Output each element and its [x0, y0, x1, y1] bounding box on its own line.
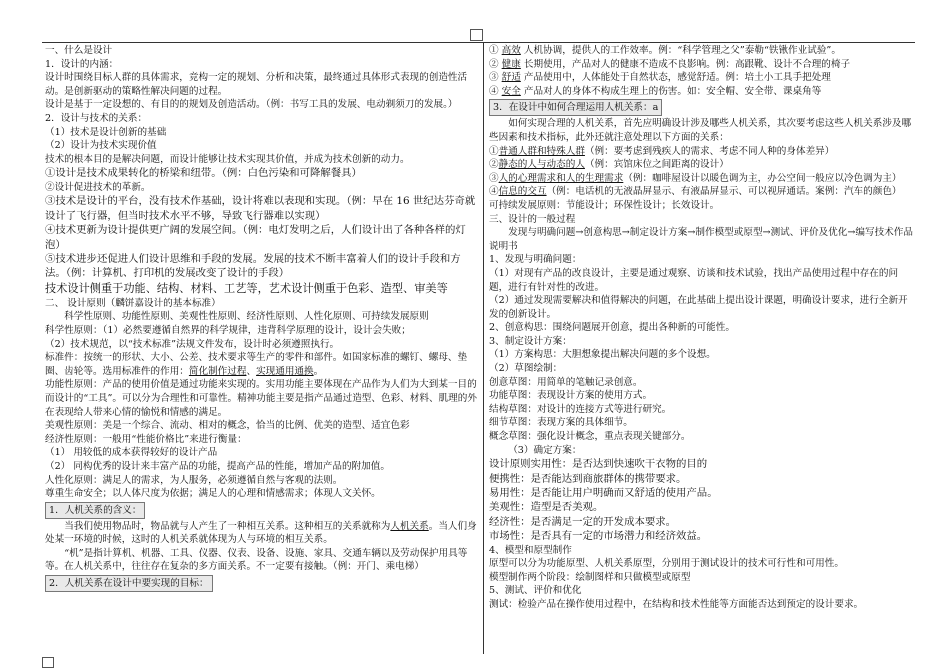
list-item: 细节草图：表现方案的具体细节。	[489, 417, 633, 429]
paragraph: 模型制作两个阶段：绘制图样和只做模型或原型	[489, 571, 691, 583]
text: 、	[246, 365, 257, 377]
text: 标准件：按统一的形状、大小、公差、技术要求等生产的零件和部件。如国家标准的螺钉、螺母、垫圈、齿轮等。选用标准件的作用：	[45, 352, 468, 377]
text: （例：宾馆床位之间距离的设计）	[584, 159, 729, 171]
text: 。当人们身处某一环境的时候，这时的人机关系就体现为人与环境的相互关系。	[45, 520, 477, 546]
text: ③	[489, 72, 502, 84]
right-column	[489, 44, 917, 657]
subheading: 5、测试、评价和优化	[489, 585, 582, 597]
list-item	[489, 185, 917, 199]
text: （例：要考虑到残疾人的需求、考虑不同人种的身体差异）	[584, 145, 835, 157]
paragraph: 科学性原则：（1）必然要遵循自然界的科学规律，违背科学原理的设计，设计会失败；	[45, 324, 411, 336]
list-item: ②设计促进技术的革新。	[45, 181, 151, 193]
paragraph: （2）技术规范，以“技术标准”法规文件发布，设计时必须遵照执行。	[45, 338, 340, 350]
underlined-term: 健康	[501, 58, 521, 70]
text: ③	[489, 172, 499, 184]
underlined-term: 普通人群和特殊人群	[498, 145, 585, 157]
text: ④	[489, 186, 499, 198]
paragraph: 技术的根本目的是解决问题，而设计能够让技术实现其价值，并成为技术创新的动力。	[45, 153, 410, 165]
list-item: 概念草图：强化设计概念，重点表现关键部分。	[489, 431, 691, 443]
text: 产品使用中，人体能处于自然状态，感觉舒适。例：培土小工具手把处理	[520, 72, 831, 84]
paragraph: （2）通过发现需要解决和值得解决的问题，在此基础上提出设计课题，明确设计要求，进行全新开发的创新设计。	[489, 295, 908, 320]
paragraph: “机”是指计算机、机器、工具、仪器、仪表、设备、设施、家具、交通车辆以及劳动保护用具等等。在人机关系中，往往存在复杂的多方面关系。不一定要有接触。（例：开门、乘电梯）	[45, 547, 468, 573]
underlined-term: 简化制作过程	[188, 365, 247, 377]
text: ①	[489, 45, 502, 56]
text: 当我们使用物品时，物品就与人产生了一种相互关系。这种相互的关系就称为	[64, 520, 391, 532]
underlined-term: 信息的交互	[498, 186, 547, 198]
paragraph: 原型可以分为功能原型、人机关系原型，分别用于测试设计的技术可行性和可用性。	[489, 558, 844, 570]
list-item: 功能草图：表现设计方案的使用方式。	[489, 390, 653, 402]
list-item: 便携性：是否能达到商旅群体的携带要求。	[489, 472, 687, 485]
highlight-heading	[45, 501, 477, 520]
list-item: （2）草图绘制：	[489, 363, 563, 375]
paragraph: 可持续发展原则：节能设计；环保性设计；长效设计。	[489, 199, 720, 211]
list-item	[489, 158, 917, 172]
highlighted-text: 2．人机关系在设计中要实现的目标：	[45, 575, 213, 592]
subheading: 3、制定设计方案：	[489, 335, 572, 347]
list-item	[489, 172, 917, 186]
text: 长期使用，产品对人的健康不造成不良影响。例：高跟靴、设计不合理的椅子	[520, 58, 851, 70]
underlined-term: 人机关系	[390, 520, 429, 532]
text: 。	[313, 365, 324, 377]
subheading-design-connotation: 1．设计的内涵：	[45, 58, 119, 70]
subheading: 4、模型和原型制作	[489, 544, 572, 556]
column-divider	[483, 42, 484, 654]
paragraph: 设计是基于一定设想的、有目的的规划及创造活动。（例：书写工具的发展、电动剃须刀的发展。）	[45, 99, 458, 111]
paragraph: 发现与明确问题→创意构思→制定设计方案→制作模型或原型→测试、评价及优化→编写技术作品说明书	[489, 227, 913, 252]
underlined-term: 人的心理需求和人的生理需求	[498, 172, 624, 184]
text: ②	[489, 58, 502, 70]
list-item: （1）技术是设计创新的基础	[45, 126, 167, 138]
paragraph: （1）对现有产品的改良设计，主要是通过观察、访谈和技术试验，找出产品使用过程中存在的问题，进行有针对性的改进。	[489, 267, 899, 293]
section-heading-design-process: 三、设计的一般过程	[489, 213, 576, 225]
paragraph: 经济性原则：一般用“性能价格比”来进行衡量：	[45, 433, 247, 445]
list-item: ⑤技术进步还促进人们设计思维和手段的发展。发展的技术不断丰富着人们的设计手段和方法。（例：计算机、打印机的发展改变了设计的手段）	[45, 252, 461, 280]
left-column	[45, 44, 477, 657]
list-item: ④技术更新为设计提供更广阔的发展空间。（例：电灯发明之后，人们设计出了各种各样的灯泡）	[45, 224, 466, 251]
list-item: （3）确定方案：	[508, 444, 582, 456]
list-item: （2）设计为技术实现价值	[45, 140, 157, 152]
paragraph: 测试：检验产品在操作使用过程中，在结构和技术性能等方面能否达到预定的设计要求。	[489, 599, 864, 611]
list-item	[489, 85, 917, 99]
list-item: 美观性：造型是否美观。	[489, 501, 604, 514]
list-item: 经济性：是否满足一定的开发成本要求。	[489, 515, 677, 528]
text: （例：咖啡屋设计以暖色调为主，办公空间一般应以冷色调为主）	[623, 172, 902, 184]
text: 产品对人的身体不构成生理上的伤害。如：安全帽、安全带、课桌角等	[520, 85, 822, 97]
page-marker-top	[470, 29, 483, 41]
paragraph: 功能性原则：产品的使用价值是通过功能来实现的。实用功能主要体现在产品作为人们为大到某一目的而设计的“工具”。可以分为合理性和可靠性。精神功能主要是指产品通过造型、色彩、材料、肌理的外在表现给人带来心情的愉悦和情感的满足。	[45, 379, 477, 418]
section-heading-design-principles: 二、 设计原则（麟饼嘉设计的基本标准）	[45, 297, 221, 309]
subheading-design-and-technology: 2．设计与技术的关系：	[45, 112, 148, 124]
highlight-heading	[45, 574, 477, 593]
list-item	[489, 44, 917, 58]
paragraph	[45, 520, 477, 547]
paragraph: 设计时围绕目标人群的具体需求，竞构一定的规划、分析和决策，最终通过具体形式表现的创造性活动。是创新驱动的策略性解决问题的过程。	[45, 72, 468, 97]
list-item: ③技术是设计的平台，没有技术作基础，设计将难以表现和实现。（例：早在 16 世纪达芬奇就设计了飞行器，但当时技术水平不够，导致飞行器难以实现）	[45, 195, 476, 222]
highlighted-text: 1．人机关系的含义：	[45, 502, 145, 519]
list-item: （1）方案构思：大胆想象提出解决问题的多个设想。	[489, 349, 716, 361]
highlighted-text: 3．在设计中如何合理运用人机关系：a	[489, 99, 662, 116]
list-item: 设计原则实用性：是否达到快速吹干衣物的目的	[489, 458, 708, 471]
paragraph: 科学性原则、功能性原则、美观性性原则、经济性原则、人性化原则、可持续发展原则	[64, 311, 429, 323]
list-item: 易用性：是否能让用户明确而又舒适的使用产品。	[489, 487, 718, 500]
paragraph: 如何实现合理的人机关系，首先应明确设计涉及哪些人机关系，其次要考虑这些人机关系涉及哪些因素和技术指标，此外还就注意处理以下方面的关系：	[489, 118, 912, 143]
text: （例：电话机的无液晶屏显示、有液晶屏显示、可以视屏通话。案例：汽车的颜色）	[546, 186, 902, 198]
list-item	[489, 145, 917, 159]
paragraph: 美观性原则：美是一个综合、流动、相对的概念，恰当的比例、优美的造型、适宜色彩	[45, 420, 410, 432]
paragraph: 尊重生命安全；以人体尺度为依据；满足人的心理和情感需求；体现人文关怀。	[45, 488, 381, 500]
text: 人机协调，提供人的工作效率。例：“科学管理之父”泰勒“铁锹作业试验”。	[520, 45, 841, 56]
underlined-term: 静态的人与动态的人	[498, 159, 585, 171]
paragraph: 技术设计侧重于功能、结构、材料、工艺等，艺术设计侧重于色彩、造型、审美等	[45, 281, 448, 295]
section-heading-what-is-design: 一、什么是设计	[45, 45, 113, 56]
list-item: （1） 用较低的成本获得较好的设计产品	[45, 447, 218, 459]
underlined-term: 高效	[501, 45, 521, 56]
list-item: 市场性：是否具有一定的市场潜力和经济效益。	[489, 530, 708, 543]
page-marker-bottom	[42, 657, 54, 668]
text: ④	[489, 85, 502, 97]
paragraph: 人性化原则：满足人的需求，为人服务，必须遵循自然与客观的法则。	[45, 474, 343, 486]
list-item: 结构草图：对设计的连接方式等进行研究。	[489, 403, 672, 415]
list-item: ①设计是技术成果转化的桥梁和纽带。（例：白色污染和可降解餐具）	[45, 167, 362, 180]
list-item: （2） 同构优秀的设计来丰富产品的功能，提高产品的性能，增加产品的附加值。	[45, 460, 390, 472]
text: ②	[489, 159, 499, 171]
underlined-term: 舒适	[501, 72, 521, 84]
subheading: 1、发现与明确问题：	[489, 254, 582, 266]
highlight-heading	[489, 98, 917, 117]
paragraph-standard-parts	[45, 351, 477, 378]
list-item: 创意草图：用简单的笔触记录创意。	[489, 376, 643, 388]
list-item	[489, 71, 917, 85]
underlined-term: 实现通用通换	[256, 365, 314, 377]
list-item	[489, 58, 917, 72]
subheading: 2、创意构思：围绕问题展开创意，提出各种新的可能性。	[489, 322, 735, 334]
header-rule	[42, 42, 915, 43]
text: ①	[489, 145, 499, 157]
underlined-term: 安全	[501, 85, 521, 97]
